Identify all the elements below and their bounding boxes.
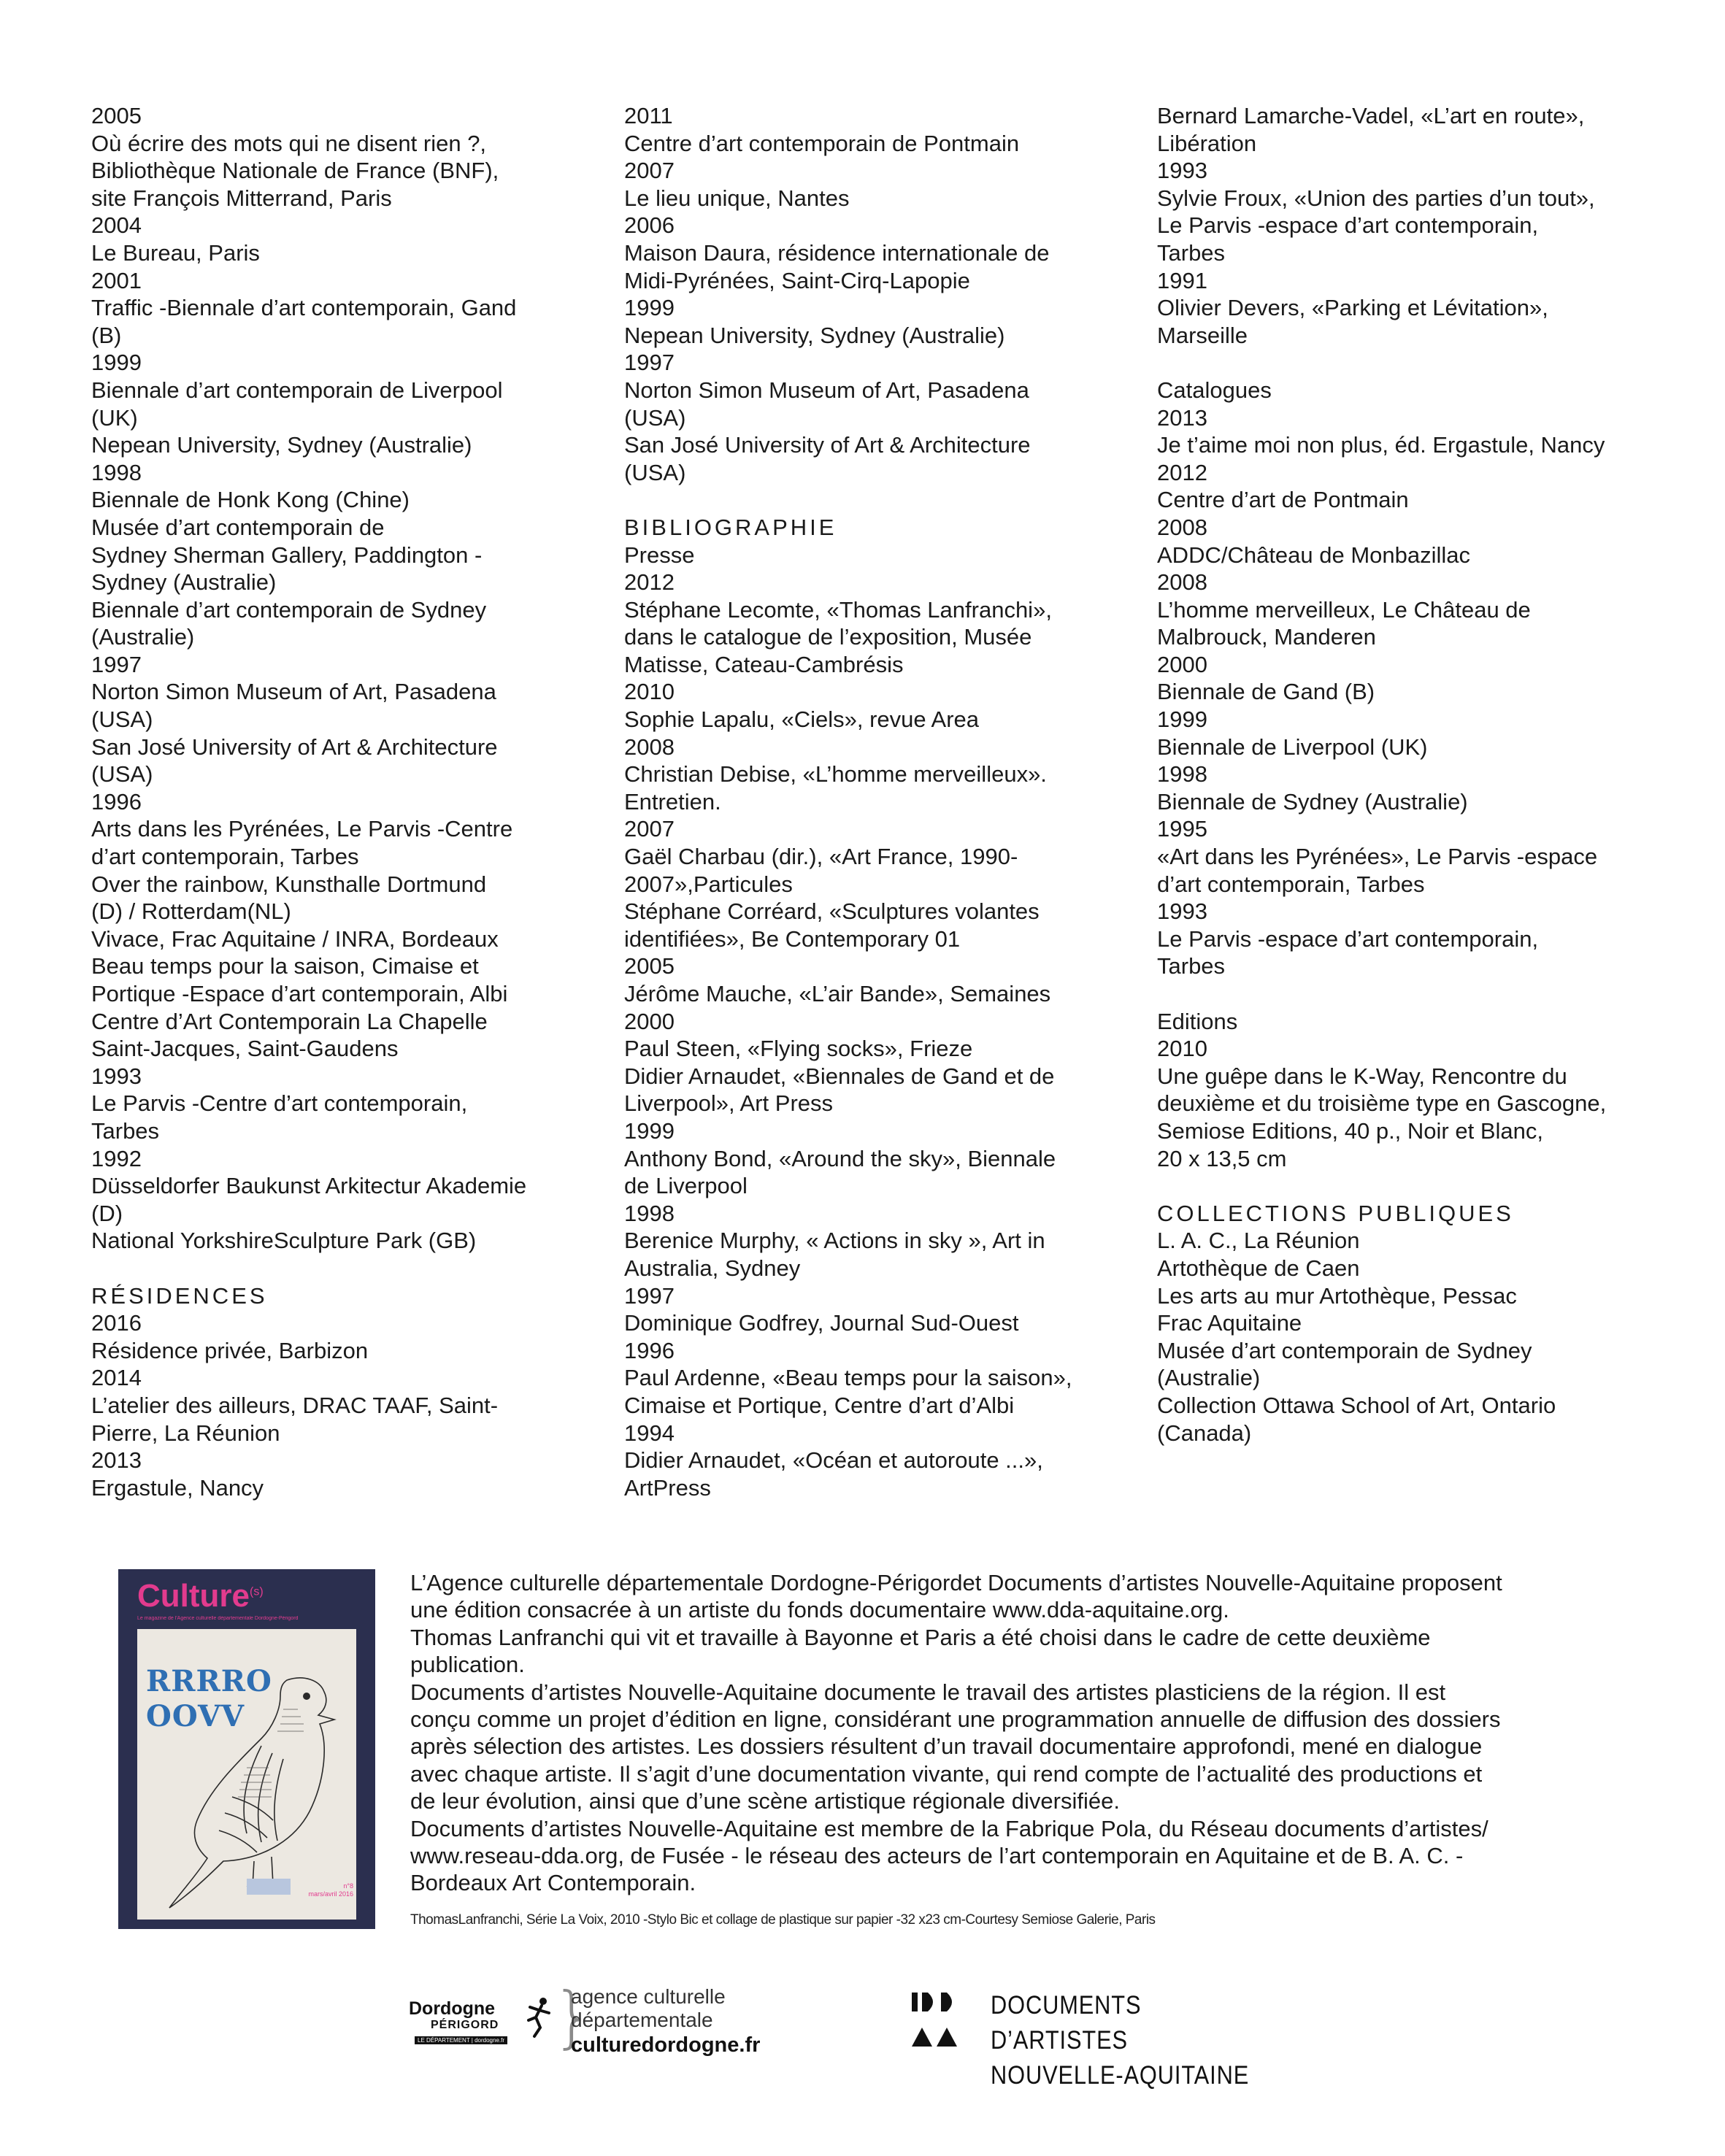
text-line: 1991 (1157, 267, 1207, 293)
text-line: 1998 (91, 459, 142, 485)
text-line: (D) / Rotterdam(NL) (91, 898, 291, 925)
text-line: 2005 (624, 953, 675, 979)
text-line: Jérôme Mauche, «L’air Bande», Semaines (624, 981, 1051, 1006)
text-line: Biennale de Honk Kong (Chine) (91, 487, 410, 513)
text-line: Nepean University, Sydney (Australie) (624, 322, 1005, 348)
text-line: 1997 (624, 350, 675, 376)
text-line: Le lieu unique, Nantes (624, 185, 850, 211)
text-line: 1995 (1157, 816, 1207, 842)
text-line: Tarbes (1157, 953, 1226, 979)
text-line: 2010 (624, 679, 675, 705)
text-line: 1997 (624, 1282, 675, 1309)
text-line: dans le catalogue de l’exposition, Musée (624, 624, 1032, 650)
text-line: Portique -Espace d’art contemporain, Albi (91, 981, 508, 1006)
text-line: Stéphane Lecomte, «Thomas Lanfranchi», (624, 596, 1052, 623)
text-line: San José University of Art & Architecture (624, 432, 1031, 458)
image-caption: ThomasLanfranchi, Série La Voix, 2010 -Stylo Bic et collage de plastique sur papier -32 x23 cm-Courtesy Semiose Galerie, Paris (410, 1912, 1156, 1928)
text-line: Midi-Pyrénées, Saint-Cirq-Lapopie (624, 267, 970, 293)
text-line: 2000 (1157, 651, 1207, 677)
text-line: Norton Simon Museum of Art, Pasadena (624, 377, 1029, 403)
text-line: 2016 (91, 1310, 142, 1336)
text-line: 1998 (624, 1200, 675, 1226)
text-line: identifiées», Be Contemporary 01 (624, 925, 961, 952)
text-line: Le Parvis -espace d’art contemporain, (1157, 925, 1539, 952)
text-line: Didier Arnaudet, «Océan et autoroute ...», (624, 1447, 1043, 1474)
text-line: Sydney Sherman Gallery, Paddington - (91, 542, 483, 568)
text-line: Les arts au mur Artothèque, Pessac (1157, 1282, 1517, 1309)
column-left (91, 102, 595, 1501)
section-heading: COLLECTIONS PUBLIQUES (1157, 1200, 1514, 1226)
text-line: (USA) (624, 404, 686, 431)
text-line: Paul Steen, «Flying socks», Frieze (624, 1036, 973, 1062)
text-line: Centre d’art de Pontmain (1157, 487, 1409, 513)
text-line: ADDC/Château de Monbazillac (1157, 542, 1471, 568)
text-line: Musée d’art contemporain de Sydney (1157, 1337, 1532, 1363)
text-line: 2013 (1157, 404, 1207, 431)
text-line: Vivace, Frac Aquitaine / INRA, Bordeaux (91, 925, 499, 952)
text-line: 2008 (1157, 514, 1207, 540)
text-line: Nepean University, Sydney (Australie) (91, 432, 472, 458)
text-line: Le Parvis -espace d’art contemporain, (1157, 212, 1539, 239)
spacer (91, 1255, 595, 1282)
dordogne-agency-logo (409, 1978, 774, 2065)
text-line: (Australie) (91, 624, 195, 650)
text-line: Biennale de Sydney (Australie) (1157, 788, 1468, 815)
text-line: 1998 (1157, 761, 1207, 788)
text-line: 1996 (91, 788, 142, 815)
text-line: Editions (1157, 1008, 1238, 1034)
cover-subtitle: Le magazine de l'Agence culturelle départementale Dordogne-Périgord (137, 1616, 299, 1621)
text-line: Saint-Jacques, Saint-Gaudens (91, 1036, 399, 1062)
text-line: 1999 (624, 295, 675, 321)
text-line: Tarbes (91, 1117, 160, 1144)
text-line: Presse (624, 542, 695, 568)
text-line: Bibliothèque Nationale de France (BNF), (91, 158, 499, 184)
text-line: (Canada) (1157, 1420, 1252, 1446)
text-line: Centre d’art contemporain de Pontmain (624, 130, 1020, 156)
text-line: Beau temps pour la saison, Cimaise et (91, 953, 479, 979)
text-line: 1993 (1157, 898, 1207, 925)
text-line: 2014 (91, 1365, 142, 1391)
text-line: 2006 (624, 212, 675, 239)
text-line: de Liverpool (624, 1173, 748, 1199)
text-line: Cimaise et Portique, Centre d’art d’Albi (624, 1392, 1015, 1418)
text-line: Dominique Godfrey, Journal Sud-Ouest (624, 1310, 1019, 1336)
text-line: Semiose Editions, 40 p., Noir et Blanc, (1157, 1117, 1543, 1144)
text-line: Maison Daura, résidence internationale de (624, 239, 1050, 266)
text-line: Didier Arnaudet, «Biennales de Gand et de (624, 1063, 1055, 1089)
text-line: San José University of Art & Architecture (91, 734, 498, 760)
text-line: d’art contemporain, Tarbes (1157, 871, 1425, 897)
text-line: Je t’aime moi non plus, éd. Ergastule, Nancy (1157, 432, 1605, 458)
text-line: (Australie) (1157, 1365, 1261, 1391)
text-line: d’art contemporain, Tarbes (91, 844, 359, 870)
spacer (1157, 980, 1668, 1008)
magazine-cover-image (118, 1569, 375, 1929)
section-heading: RÉSIDENCES (91, 1282, 268, 1309)
column-right (1157, 102, 1668, 1447)
cover-issue-info: n°8 mars/avril 2016 (308, 1882, 353, 1898)
text-line: «Art dans les Pyrénées», Le Parvis -espace (1157, 844, 1598, 870)
text-line: (USA) (624, 459, 686, 485)
spacer (624, 486, 1135, 514)
text-line: 1999 (91, 350, 142, 376)
text-line: Biennale d’art contemporain de Sydney (91, 596, 487, 623)
text-line: 2008 (624, 734, 675, 760)
department-tag: LE DÉPARTEMENT | dordogne.fr (415, 2036, 507, 2044)
agency-name: agence culturelle départementale (571, 1985, 726, 2031)
text-line: Arts dans les Pyrénées, Le Parvis -Centre (91, 816, 513, 842)
text-line: 20 x 13,5 cm (1157, 1145, 1287, 1171)
text-line: 2007»,Particules (624, 871, 793, 897)
text-line: 2011 (624, 103, 673, 128)
text-line: Berenice Murphy, « Actions in sky », Art in (624, 1228, 1045, 1254)
cover-word-bottom: OOVV (146, 1699, 245, 1733)
text-line: Stéphane Corréard, «Sculptures volantes (624, 898, 1040, 925)
text-line: Matisse, Cateau-Cambrésis (624, 651, 904, 677)
text-line: Paul Ardenne, «Beau temps pour la saison», (624, 1365, 1072, 1391)
spacer (1157, 349, 1668, 377)
text-line: Résidence privée, Barbizon (91, 1337, 369, 1363)
text-line: 2007 (624, 816, 675, 842)
cover-word-top: RRRRO (146, 1664, 272, 1698)
text-line: Artothèque de Caen (1157, 1255, 1360, 1281)
text-line: 2004 (91, 212, 142, 239)
text-line: National YorkshireSculpture Park (GB) (91, 1228, 477, 1254)
text-line: 2010 (1157, 1036, 1207, 1062)
text-line: 2008 (1157, 569, 1207, 596)
text-line: Collection Ottawa School of Art, Ontario (1157, 1392, 1556, 1418)
text-line: L’homme merveilleux, Le Château de (1157, 596, 1531, 623)
text-line: 1996 (624, 1337, 675, 1363)
text-line: 2001 (91, 267, 142, 293)
text-line: 2007 (624, 158, 675, 184)
text-line: Biennale de Liverpool (UK) (1157, 734, 1428, 760)
text-line: 1994 (624, 1420, 675, 1446)
runner-figure-icon (524, 1995, 553, 2039)
text-line: Anthony Bond, «Around the sky», Biennale (624, 1145, 1056, 1171)
text-line: 1999 (1157, 707, 1207, 733)
text-line: (USA) (91, 761, 153, 788)
dda-logo (909, 1987, 1318, 2090)
agency-website: culturedordogne.fr (571, 2033, 761, 2057)
text-line: Ergastule, Nancy (91, 1474, 264, 1501)
text-line: deuxième et du troisième type en Gascogne, (1157, 1090, 1607, 1117)
column-middle (624, 102, 1135, 1501)
text-line: 1997 (91, 651, 142, 677)
text-line: 1992 (91, 1145, 142, 1171)
text-line: Sydney (Australie) (91, 569, 277, 596)
cover-title: Culture$^{(s)}$ (137, 1578, 264, 1614)
text-line: 2005 (91, 103, 142, 128)
text-line: Musée d’art contemporain de (91, 514, 385, 540)
spacer (1157, 1172, 1668, 1200)
text-line: Norton Simon Museum of Art, Pasadena (91, 679, 496, 705)
text-line: L. A. C., La Réunion (1157, 1228, 1360, 1254)
text-line: Tarbes (1157, 239, 1226, 266)
info-paragraph: L’Agence culturelle départementale Dordogne-Périgordet Documents d’artistes Nouvelle-Aquitaine proposent une édition consacrée à un artiste du fonds documentaire www.dda-aquitaine.org. Thomas Lanfranchi qui vit et travaille à Bayonne et Paris a été choisi dans le cadre de cette deuxième publication. Documents d’artistes Nouvelle-Aquitaine documente le travail des artistes plasticiens de la région. Il est conçu comme un projet d’édition en ligne, considérant une programmation annuelle de diffusion des dossiers après sélection des artistes. Les dossiers résultent d’un travail documentaire approfondi, mené en dialogue avec chaque artiste. Il s’agit d’une documentation vivante, qui rend compte de l’actualité des productions et de leur évolution, ainsi que d’une scène artistique régionale diversifiée. Documents d’artistes Nouvelle-Aquitaine est membre de la Fabrique Pola, du Réseau documents d’artistes/ www.reseau-dda.org, de Fusée - le réseau des acteurs de l’art contemporain en Aquitaine et de B. A. C. - Bordeaux Art Contemporain. (410, 1570, 1502, 1896)
text-line: Christian Debise, «L’homme merveilleux». (624, 761, 1047, 788)
text-line: Bernard Lamarche-Vadel, «L’art en route», (1157, 103, 1585, 128)
text-line: Biennale d’art contemporain de Liverpool (91, 377, 503, 403)
cover-artwork (137, 1629, 356, 1920)
section-heading: BIBLIOGRAPHIE (624, 514, 837, 540)
dordogne-wordmark: Dordogne (409, 1998, 496, 2019)
text-line: (D) (91, 1200, 123, 1226)
text-line: Où écrire des mots qui ne disent rien ?, (91, 130, 487, 156)
perigord-wordmark: PÉRIGORD (431, 2019, 499, 2031)
text-line: Sophie Lapalu, «Ciels», revue Area (624, 707, 979, 733)
text-line: Une guêpe dans le K-Way, Rencontre du (1157, 1063, 1567, 1089)
text-line: 1993 (1157, 158, 1207, 184)
text-line: 2012 (1157, 459, 1207, 485)
text-line: 2000 (624, 1008, 675, 1034)
text-line: Pierre, La Réunion (91, 1420, 280, 1446)
text-line: Centre d’Art Contemporain La Chapelle (91, 1008, 488, 1034)
text-line: Biennale de Gand (B) (1157, 679, 1375, 705)
text-line: (UK) (91, 404, 138, 431)
text-line: 1993 (91, 1063, 142, 1089)
text-line: Traffic -Biennale d’art contemporain, Gand (91, 295, 517, 321)
text-line: Le Bureau, Paris (91, 239, 260, 266)
text-line: Marseille (1157, 322, 1248, 348)
text-line: (USA) (91, 707, 153, 733)
text-line: 2013 (91, 1447, 142, 1474)
text-line: Catalogues (1157, 377, 1272, 403)
text-line: Sylvie Froux, «Union des parties d’un tout», (1157, 185, 1595, 211)
text-line: Frac Aquitaine (1157, 1310, 1302, 1336)
text-line: L’atelier des ailleurs, DRAC TAAF, Saint- (91, 1392, 499, 1418)
text-line: (B) (91, 322, 122, 348)
dda-wordmark: DOCUMENTS D’ARTISTES NOUVELLE-AQUITAINE (991, 1991, 1250, 2090)
text-line: site François Mitterrand, Paris (91, 185, 392, 211)
text-line: Le Parvis -Centre d’art contemporain, (91, 1090, 468, 1117)
text-line: Düsseldorfer Baukunst Arkitectur Akademie (91, 1173, 527, 1199)
text-line: Olivier Devers, «Parking et Lévitation», (1157, 295, 1548, 321)
text-line: 1999 (624, 1117, 675, 1144)
brace-divider-icon: } (552, 1978, 595, 2056)
cover-sticker (247, 1879, 291, 1895)
text-line: Liverpool», Art Press (624, 1090, 834, 1117)
text-line: Australia, Sydney (624, 1255, 801, 1281)
text-line: Malbrouck, Manderen (1157, 624, 1376, 650)
text-line: Libération (1157, 130, 1257, 156)
dda-mark-icon (909, 1987, 960, 2052)
text-line: Gaël Charbau (dir.), «Art France, 1990- (624, 844, 1018, 870)
text-line: Entretien. (624, 788, 721, 815)
text-line: ArtPress (624, 1474, 711, 1501)
text-line: Over the rainbow, Kunsthalle Dortmund (91, 871, 487, 897)
text-line: 2012 (624, 569, 675, 596)
